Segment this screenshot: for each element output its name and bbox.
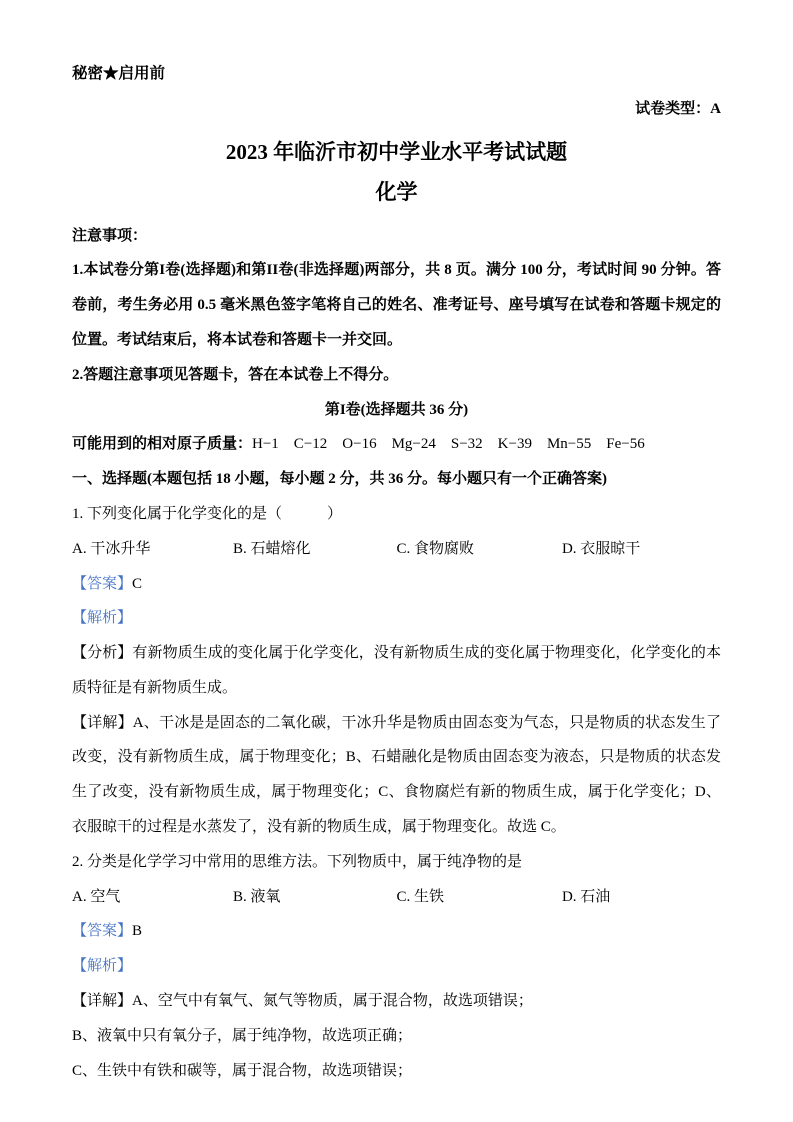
question-2-options <box>72 880 721 915</box>
question-2-detail-paragraph-a: 【详解】A、空气中有氧气、氮气等物质，属于混合物，故选项错误； <box>72 993 533 1010</box>
question-1-detail-paragraph: 【详解】A、干冰是是固态的二氧化碳，干冰升华是物质由固态变为气态，只是物质的状态发生了改变，没有新物质生成，属于物理变化；B、石蜡融化是物质由固态变为液态，只是物质的状态发生了改变，没有新物质生成，属于物理变化；C、食物腐烂有新的物质生成，属于化学变化；D、衣服晾干的过程是水蒸发了，没有新的物质生成，属于物理变化。故选 C。 <box>72 714 721 836</box>
question-2-answer-value: B <box>132 923 143 940</box>
question-1-option-c: C. 食物腐败 <box>396 540 474 557</box>
question-2-detail-paragraph-c: C、生铁中有铁和碳等，属于混合物，故选项错误； <box>72 1062 413 1079</box>
question-1-option-a: A. 干冰升华 <box>72 540 151 557</box>
answer-label: 【答案】 <box>72 923 133 940</box>
exam-title: 2023 年临沂市初中学业水平考试试题 <box>225 139 568 164</box>
question-1 <box>72 497 721 845</box>
note-item-1: 1.本试卷分第I卷(选择题)和第II卷(非选择题)两部分，共 8 页。满分 100 分，考试时间 90 分钟。答卷前，考生务必用 0.5 毫米黑色签字笔将自己的姓名、准考证号、座号填写在试卷和答题卡规定的位置。考试结束后，将本试卷和答题卡一并交回。 <box>72 262 721 348</box>
analysis-label: 【解析】 <box>72 958 133 975</box>
secrecy-label: 秘密★启用前 <box>72 65 166 82</box>
atomic-mass-line <box>72 427 721 462</box>
question-2-option-a: A. 空气 <box>72 888 121 905</box>
atomic-mass-values: H−1 C−12 O−16 Mg−24 S−32 K−39 Mn−55 Fe−56 <box>252 436 645 453</box>
question-1-option-d: D. 衣服晾干 <box>561 540 641 557</box>
analysis-label: 【解析】 <box>72 610 133 627</box>
exam-subject: 化学 <box>375 179 418 204</box>
question-2-option-c: C. 生铁 <box>396 888 444 905</box>
question-2-analysis-line <box>72 949 721 984</box>
question-1-analysis-paragraph: 【分析】有新物质生成的变化属于化学变化，没有新物质生成的变化属于物理变化，化学变化的本质特征是有新物质生成。 <box>72 645 721 696</box>
question-1-stem: 1. 下列变化属于化学变化的是（ ） <box>72 505 343 522</box>
atomic-mass-label: 可能用到的相对原子质量： <box>72 436 253 453</box>
question-1-answer-line <box>72 567 721 602</box>
question-2 <box>72 845 721 1089</box>
notes-heading: 注意事项： <box>72 227 148 244</box>
question-2-answer-line <box>72 914 721 949</box>
question-2-stem: 2. 分类是化学学习中常用的思维方法。下列物质中，属于纯净物的是 <box>72 853 523 870</box>
question-1-options <box>72 532 721 567</box>
question-2-option-b: B. 液氧 <box>232 888 281 905</box>
question-2-option-d: D. 石油 <box>561 888 611 905</box>
part1-section-heading: 第I卷(选择题共 36 分) <box>324 401 469 418</box>
question-1-analysis-line <box>72 601 721 636</box>
question-2-detail-paragraph-b: B、液氧中只有氧分子，属于纯净物，故选项正确； <box>72 1027 413 1044</box>
choice-section-heading: 一、选择题(本题包括 18 小题，每小题 2 分，共 36 分。每小题只有一个正确答案) <box>72 471 607 488</box>
question-1-option-b: B. 石蜡熔化 <box>232 540 311 557</box>
paper-type-label: 试卷类型：A <box>635 100 721 117</box>
answer-label: 【答案】 <box>72 575 133 592</box>
question-1-answer-value: C <box>132 575 143 592</box>
note-item-2: 2.答题注意事项见答题卡，答在本试卷上不得分。 <box>72 366 399 383</box>
